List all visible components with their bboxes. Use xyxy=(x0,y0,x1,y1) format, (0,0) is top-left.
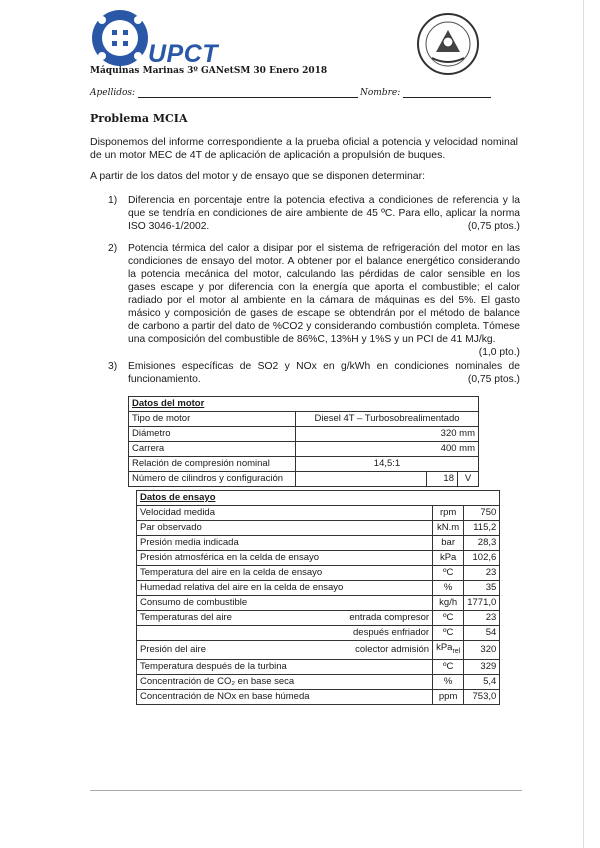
row-unit: kN.m xyxy=(433,521,464,536)
test-table-title: Datos de ensayo xyxy=(137,491,500,506)
row-unit: ppm xyxy=(433,689,464,704)
row-unit: % xyxy=(433,674,464,689)
row-label: Carrera xyxy=(129,442,296,457)
motor-table-title: Datos del motor xyxy=(129,397,479,412)
table-row xyxy=(137,581,500,596)
intro-paragraph: Disponemos del informe correspondiente a la prueba oficial a potencia y velocidad nominal de un motor MEC de 4T de aplicación de aplicación a propulsión de buques. xyxy=(90,136,518,161)
row-sublabel xyxy=(346,506,432,521)
row-sublabel xyxy=(346,536,432,551)
row-sublabel xyxy=(346,689,432,704)
scan-edge xyxy=(583,0,584,848)
row-value: 750 xyxy=(464,506,500,521)
row-value: 28,3 xyxy=(464,536,500,551)
course-subtitle: Máquinas Marinas 3º GANetSM 30 Enero 2018 xyxy=(90,66,328,76)
row-label: Presión media indicada xyxy=(137,536,347,551)
row-unit: kg/h xyxy=(433,596,464,611)
table-row xyxy=(129,427,479,442)
row-sublabel xyxy=(346,521,432,536)
test-data-table xyxy=(136,490,500,705)
cylinder-count: 18 xyxy=(427,472,458,487)
row-sublabel: colector admisión xyxy=(346,641,432,660)
row-label: Humedad relativa del aire en la celda de ensayo xyxy=(137,581,347,596)
row-label: Diámetro xyxy=(129,427,296,442)
row-value: 400 mm xyxy=(296,442,479,457)
row-sublabel: entrada compresor xyxy=(346,611,432,626)
question-text: Potencia térmica del calor a disipar por el sistema de refrigeración del motor en las condiciones de ensayo del motor. A obtener por el balance energético considerando la potencia mecánica del motor, calculando las pérdidas de calor sensible en los gases escape y por diferencia con la energía que aporta el combustible; el calor radiado por el motor al ambiente en la cámara de máquinas es del 5%. El gasto másico y composición de gases de escape se obtendrán por el método de balance de carbono a partir del dato de %CO2 y considerando combustión completa. Tómese una composición del combustible de 86%C, 13%H y 1%S y un PCI de 41 MJ/kg. xyxy=(128,243,520,345)
unit-subscript: rel xyxy=(452,647,461,655)
row-unit: ºC xyxy=(433,659,464,674)
row-label: Consumo de combustible xyxy=(137,596,347,611)
row-unit: % xyxy=(433,581,464,596)
row-label: Temperaturas del aire xyxy=(137,611,347,626)
row-unit: ºC xyxy=(433,566,464,581)
table-row xyxy=(129,442,479,457)
question-number: 2) xyxy=(108,243,118,254)
row-unit: kPa xyxy=(433,551,464,566)
table-row xyxy=(129,472,479,487)
row-label: Número de cilindros y configuración xyxy=(129,472,296,487)
row-value: 102,6 xyxy=(464,551,500,566)
row-label: Concentración de NOx en base húmeda xyxy=(137,689,347,704)
table-row xyxy=(129,412,479,427)
apellidos-row xyxy=(90,88,358,98)
row-label: Par observado xyxy=(137,521,347,536)
motor-data-table xyxy=(128,396,479,487)
row-sublabel xyxy=(346,581,432,596)
row-value: 5,4 xyxy=(464,674,500,689)
row-value: 320 xyxy=(464,641,500,660)
row-sublabel xyxy=(346,659,432,674)
question-number: 1) xyxy=(108,195,118,206)
row-sublabel xyxy=(346,674,432,689)
row-unit: kPa$_{rel}$ xyxy=(433,641,464,660)
table-row xyxy=(137,674,500,689)
row-value: 23 xyxy=(464,566,500,581)
table-row xyxy=(137,536,500,551)
table-header-row xyxy=(129,397,479,412)
row-value: 35 xyxy=(464,581,500,596)
table-row xyxy=(137,626,500,641)
row-value: 115,2 xyxy=(464,521,500,536)
nombre-blank xyxy=(403,88,491,98)
row-sublabel: después enfriador xyxy=(346,626,432,641)
question-text: Diferencia en porcentaje entre la potencia efectiva a condiciones de referencia y la que se tendría en condiciones de aire ambiente de 45 ºC. Para ello, aplicar la norma ISO 3046-1/2002. xyxy=(128,195,520,232)
table-row xyxy=(129,457,479,472)
row-label: Temperatura del aire en la celda de ensayo xyxy=(137,566,347,581)
row-label xyxy=(137,626,347,641)
row-value: 54 xyxy=(464,626,500,641)
problem-title: Problema MCIA xyxy=(90,112,188,125)
question-points: (1,0 pto.) xyxy=(478,347,520,358)
lead-paragraph: A partir de los datos del motor y de ensayo que se disponen determinar: xyxy=(90,170,426,182)
table-row xyxy=(137,566,500,581)
brand-name: UPCT xyxy=(148,40,219,68)
row-label: Concentración de CO₂ en base seca xyxy=(137,674,347,689)
question-2 xyxy=(108,242,520,359)
row-value: 753,0 xyxy=(464,689,500,704)
table-row xyxy=(137,689,500,704)
school-seal xyxy=(402,10,494,78)
row-value: 1771,0 xyxy=(464,596,500,611)
row-sublabel xyxy=(346,566,432,581)
nombre-label: Nombre: xyxy=(360,88,401,98)
question-points: (0,75 ptos.) xyxy=(467,221,520,232)
upct-logo xyxy=(90,8,150,68)
row-label: Relación de compresión nominal xyxy=(129,457,296,472)
table-row xyxy=(137,641,500,660)
table-row xyxy=(137,659,500,674)
row-sublabel xyxy=(346,596,432,611)
row-value: Diesel 4T – Turbosobrealimentado xyxy=(296,412,479,427)
footer-divider xyxy=(90,790,522,791)
row-label: Presión atmosférica en la celda de ensayo xyxy=(137,551,347,566)
row-sublabel xyxy=(346,551,432,566)
row-value: 23 xyxy=(464,611,500,626)
table-header-row xyxy=(137,491,500,506)
row-label: Temperatura después de la turbina xyxy=(137,659,347,674)
table-row xyxy=(137,506,500,521)
row-value: 329 xyxy=(464,659,500,674)
question-number: 3) xyxy=(108,361,118,372)
row-label: Velocidad medida xyxy=(137,506,347,521)
row-unit: rpm xyxy=(433,506,464,521)
table-row xyxy=(137,521,500,536)
question-1 xyxy=(108,194,520,233)
row-unit: bar xyxy=(433,536,464,551)
row-unit: ºC xyxy=(433,611,464,626)
row-label: Tipo de motor xyxy=(129,412,296,427)
cylinder-configuration: V xyxy=(458,472,479,487)
spacer-cell xyxy=(296,472,427,487)
table-row xyxy=(137,596,500,611)
row-unit: ºC xyxy=(433,626,464,641)
apellidos-blank xyxy=(138,88,358,98)
question-3 xyxy=(108,360,520,386)
table-row xyxy=(137,551,500,566)
row-value: 320 mm xyxy=(296,427,479,442)
nombre-row xyxy=(360,88,491,98)
question-text: Emisiones específicas de SO2 y NOx en g/kWh en condiciones nominales de funcionamiento. xyxy=(128,361,520,385)
row-value: 14,5:1 xyxy=(296,457,479,472)
row-label: Presión del aire xyxy=(137,641,347,660)
table-row xyxy=(137,611,500,626)
apellidos-label: Apellidos: xyxy=(90,88,136,98)
question-points: (0,75 ptos.) xyxy=(467,374,520,385)
